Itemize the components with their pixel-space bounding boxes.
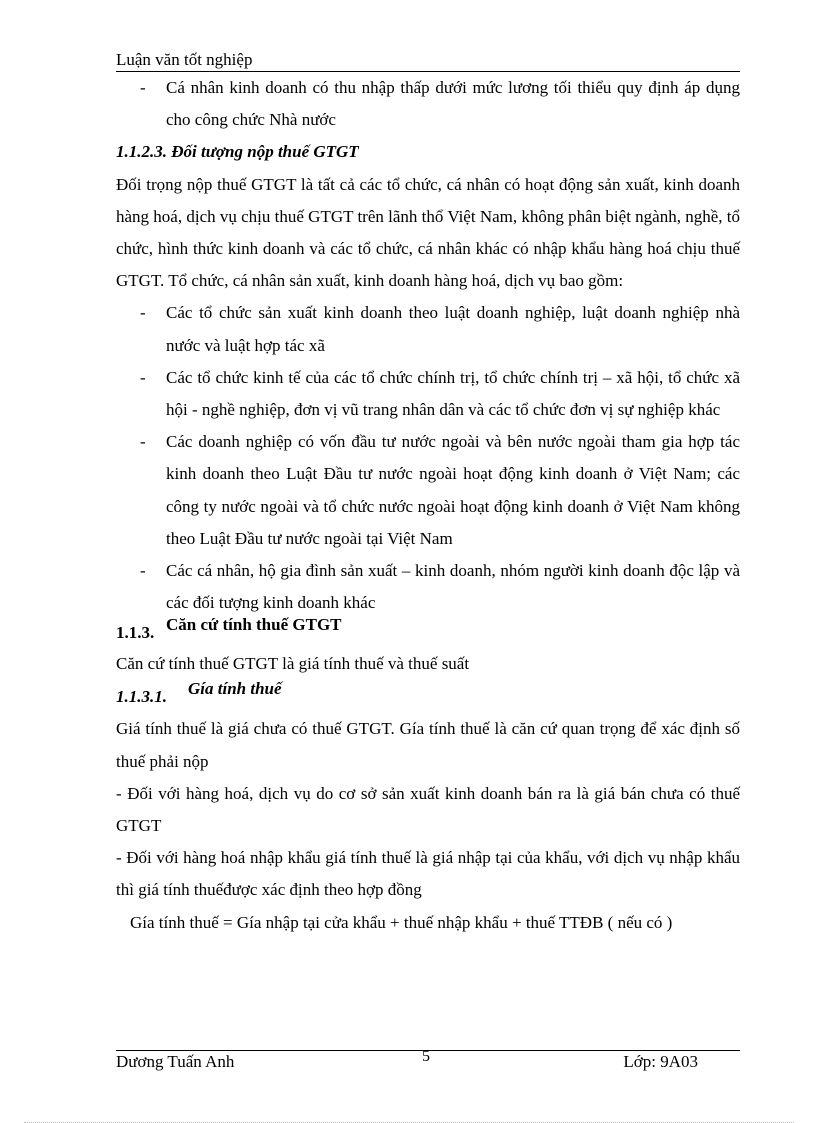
formula-paragraph: Gía tính thuế = Gía nhập tại cửa khẩu + thuế nhập khẩu + thuế TTĐB ( nếu có ) [130, 912, 673, 932]
section-number: 1.1.3. [116, 623, 155, 643]
subsection-heading [116, 679, 740, 713]
section-heading [116, 615, 740, 649]
list-item: - Các cá nhân, hộ gia đình sản xuất – kinh doanh, nhóm người kinh doanh độc lập và các đối tượng kinh doanh khác [140, 561, 740, 613]
page-number: 5 [422, 1048, 430, 1065]
section-title: Căn cứ tính thuế GTGT [166, 615, 342, 635]
paragraph: Căn cứ tính thuế GTGT là giá tính thuế và thuế suất [116, 654, 470, 674]
page-body [116, 72, 740, 939]
paragraph: Giá tính thuế là giá chưa có thuế GTGT. Gía tính thuế là căn cứ quan trọng để xác định số thuế phải nộp [116, 719, 740, 771]
paragraph: - Đối với hàng hoá, dịch vụ do cơ sở sản xuất kinh doanh bán ra là giá bán chưa có thuế GTGT [116, 783, 740, 836]
paragraph: - Đối với hàng hoá nhập khẩu giá tính thuế là giá nhập tại của khẩu, với dịch vụ nhập khẩu thì giá tính thuếđược xác định theo hợp đồng [116, 848, 740, 900]
list-item: - Các tổ chức kinh tế của các tổ chức chính trị, tổ chức chính trị – xã hội, tổ chức xã hội - nghề nghiệp, đơn vị vũ trang nhân dân và các tổ chức đơn vị sự nghiệp khác [140, 367, 740, 420]
page-footer [116, 1048, 740, 1076]
footer-author: Dương Tuấn Anh [116, 1052, 235, 1071]
paragraph: Đối trọng nộp thuế GTGT là tất cả các tổ chức, cá nhân có hoạt động sản xuất, kinh doanh hàng hoá, dịch vụ chịu thuế GTGT trên lãnh thổ Việt Nam, không phân biệt ngành, nghề, tổ chức, hình thức kinh doanh và các tổ chức, cá nhân khác có nhập khẩu hàng hoá chịu thuế GTGT. Tổ chức, cá nhân sản xuất, kinh doanh hàng hoá, dịch vụ bao gồm: [116, 174, 740, 291]
footer-class: Lớp: 9A03 [623, 1052, 698, 1071]
list-item: - Cá nhân kinh doanh có thu nhập thấp dưới mức lương tối thiểu quy định áp dụng cho công chức Nhà nước [140, 78, 740, 130]
list-item: - Các doanh nghiệp có vốn đầu tư nước ngoài và bên nước ngoài tham gia hợp tác kinh doanh theo Luật Đầu tư nước ngoài hoạt động kinh doanh ở Việt Nam; các công ty nước ngoài và tổ chức nước ngoài hoạt động kinh doanh ở Việt Nam không theo Luật Đầu tư nước ngoài tại Việt Nam [140, 432, 740, 548]
section-heading: 1.1.2.3. Đối tượng nộp thuế GTGT [116, 142, 359, 162]
header-title: Luận văn tốt nghiệp [116, 50, 253, 69]
subsection-title: Gía tính thuế [188, 679, 282, 699]
subsection-number: 1.1.3.1. [116, 687, 167, 707]
list-item: - Các tổ chức sản xuất kinh doanh theo luật doanh nghiệp, luật doanh nghiệp nhà nước và luật hợp tác xã [140, 303, 740, 355]
